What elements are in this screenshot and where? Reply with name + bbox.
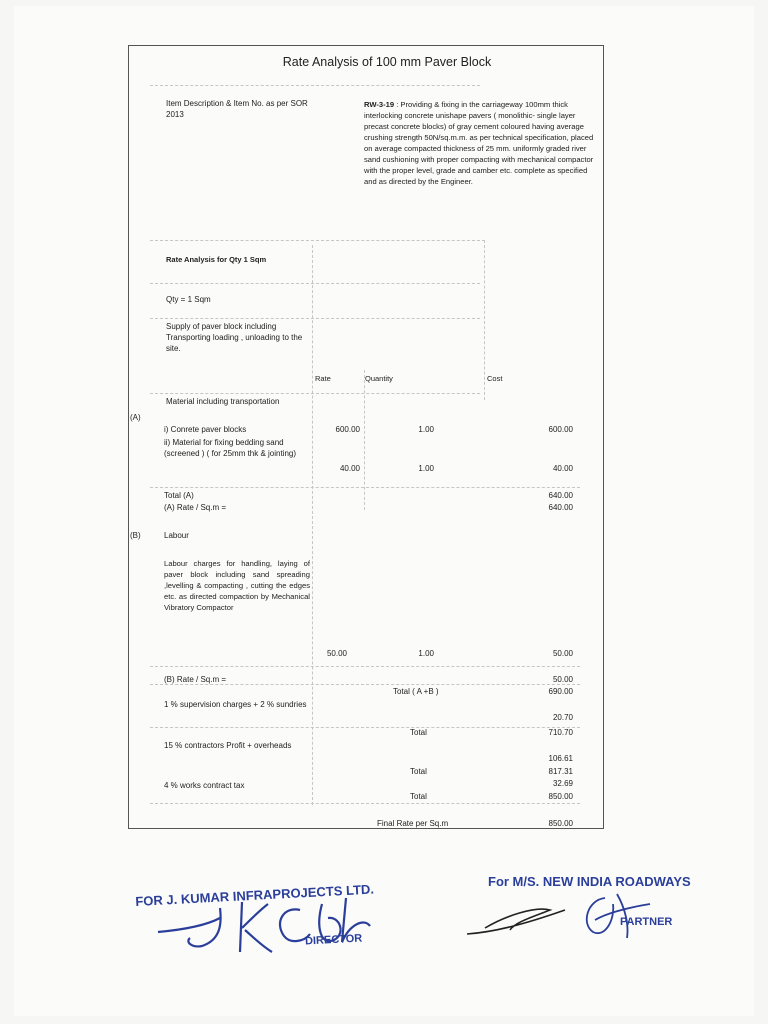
row-divider xyxy=(150,240,485,241)
total-3-value: 850.00 xyxy=(548,792,573,801)
final-rate-value: 850.00 xyxy=(548,819,573,828)
supply-text: Supply of paver block including Transporting loading , unloading to the site. xyxy=(166,322,303,353)
total-1-value: 710.70 xyxy=(548,728,573,737)
section-a-title: Material including transportation xyxy=(166,397,280,406)
right-signature-icon xyxy=(455,880,655,950)
total-a-label: Total (A) xyxy=(164,491,194,500)
column-header-quantity: Quantity xyxy=(365,374,393,383)
item-a1-description: i) Conrete paver blocks xyxy=(164,425,247,434)
rate-b-label: (B) Rate / Sq.m = xyxy=(164,675,227,684)
row-divider xyxy=(150,393,480,394)
item-a2-rate: 40.00 xyxy=(339,464,360,473)
section-b-title: Labour xyxy=(164,531,189,540)
total-3-label: Total xyxy=(410,792,427,801)
column-header-cost: Cost xyxy=(487,374,503,383)
left-company-stamp: FOR J. KUMAR INFRAPROJECTS LTD. xyxy=(135,881,375,909)
tax-text: 4 % works contract tax xyxy=(164,781,245,790)
left-role-stamp: DIRECTOR xyxy=(304,932,363,948)
total-a-value: 640.00 xyxy=(548,491,573,500)
column-divider xyxy=(312,245,313,805)
section-a-label: (A) xyxy=(130,413,141,422)
rate-a-label: (A) Rate / Sq.m = xyxy=(164,503,227,512)
labour-rate: 50.00 xyxy=(326,649,347,658)
row-divider xyxy=(150,318,480,319)
column-divider xyxy=(484,240,485,400)
row-divider xyxy=(150,666,580,667)
total-2-value: 817.31 xyxy=(548,767,573,776)
labour-quantity: 1.00 xyxy=(418,649,434,658)
labour-description: Labour charges for handling, laying of paver block including sand spreading ,levelling & compacting , cutting the edges etc. as directed compaction by Mechanical Vibratory Compactor xyxy=(164,559,310,612)
qty-line: Qty = 1 Sqm xyxy=(166,295,211,304)
total-1-label: Total xyxy=(410,728,427,737)
item-code: RW-3-19 xyxy=(364,100,395,109)
row-divider xyxy=(150,85,480,86)
labour-cost: 50.00 xyxy=(552,649,573,658)
rate-analysis-heading: Rate Analysis for Qty 1 Sqm xyxy=(166,255,267,264)
column-header-rate: Rate xyxy=(315,374,331,383)
supervision-value: 20.70 xyxy=(552,713,573,722)
row-divider xyxy=(150,727,580,728)
total-2-label: Total xyxy=(410,767,427,776)
section-b-label: (B) xyxy=(130,531,141,540)
item-a1-cost: 600.00 xyxy=(548,425,573,434)
item-a2-description: ii) Material for fixing bedding sand (screened ) ( for 25mm thk & jointing) xyxy=(164,438,297,458)
item-a2-quantity: 1.00 xyxy=(418,464,434,473)
item-a1-quantity: 1.00 xyxy=(418,425,434,434)
rate-a-value: 640.00 xyxy=(548,503,573,512)
item-a1-rate: 600.00 xyxy=(335,425,360,434)
total-ab-label: Total ( A +B ) xyxy=(393,687,439,696)
document-title xyxy=(128,57,646,68)
total-ab-value: 690.00 xyxy=(548,687,573,696)
left-signature-icon xyxy=(150,880,400,960)
right-role-stamp: PARTNER xyxy=(620,916,673,928)
rate-b-value: 50.00 xyxy=(552,675,573,684)
row-divider xyxy=(150,487,580,488)
row-divider xyxy=(150,283,480,284)
tax-value: 32.69 xyxy=(552,779,573,788)
final-rate-label: Final Rate per Sq.m xyxy=(377,819,449,828)
right-company-stamp: For M/S. NEW INDIA ROADWAYS xyxy=(488,874,691,889)
profit-value: 106.61 xyxy=(548,754,573,763)
item-description xyxy=(364,99,596,187)
profit-text: 15 % contractors Profit + overheads xyxy=(164,741,292,750)
supervision-text: 1 % supervision charges + 2 % sundries xyxy=(164,700,307,709)
column-divider xyxy=(364,370,365,510)
document-title-text: Rate Analysis of 100 mm Paver Block xyxy=(282,55,492,69)
row-divider xyxy=(150,803,580,804)
item-description-text: : Providing & fixing in the carriageway 100mm thick interlocking concrete unishape pavers ( monolithic- single layer precast concrete blocks) of gray cement coloured having average crushing strength 50N/sq.m.m. as per technical specification, placed on average compacted thickness of 25 mm. uniformly graded river sand cushioning with proper compacting with mechanical compactor with the proper level, grade and camber etc. complete as specified and as directed by the Engineer. xyxy=(364,100,594,186)
item-a2-cost: 40.00 xyxy=(552,464,573,473)
item-label: Item Description & Item No. as per SOR 2013 xyxy=(166,99,308,119)
